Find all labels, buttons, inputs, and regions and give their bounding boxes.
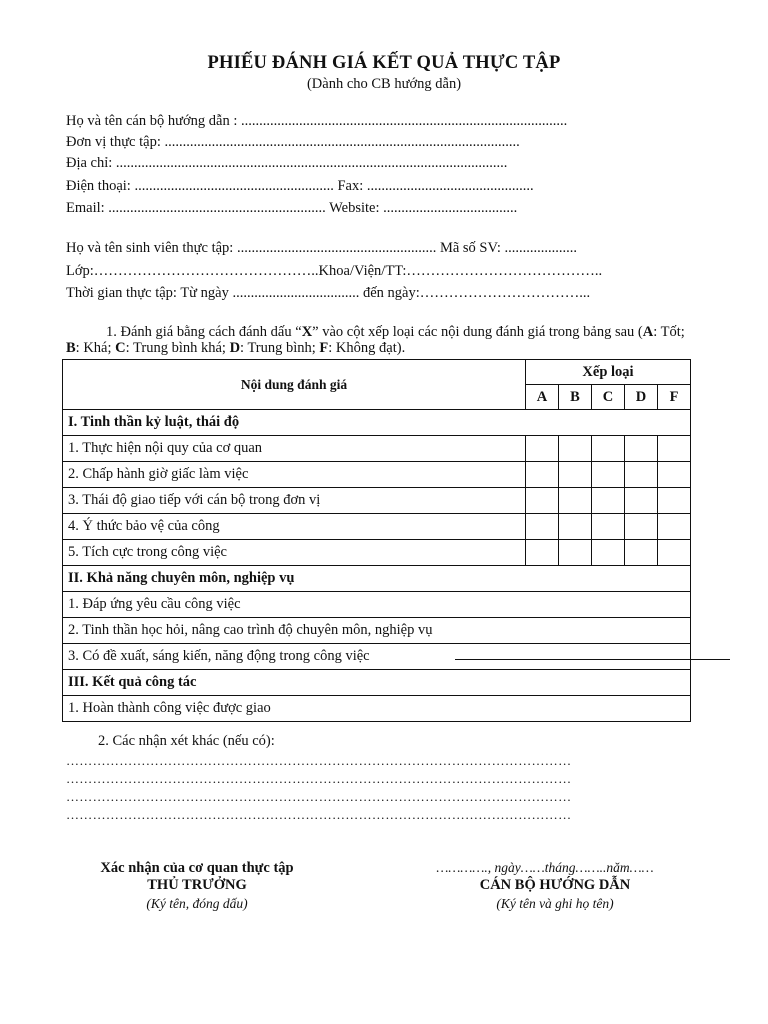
page-subtitle: (Dành cho CB hướng dẫn) — [306, 76, 462, 92]
criterion-label: 1. Đáp ứng yêu cầu công việc — [63, 592, 691, 618]
section-heading: I. Tinh thần kỷ luật, thái độ — [63, 410, 691, 436]
table-row — [63, 436, 691, 462]
grade-header-b: B — [559, 385, 592, 410]
instruction-text: 1. Đánh giá bằng cách đánh dấu “X” vào cột xếp loại các nội dung đánh giá trong bảng sau (A: Tốt; B: Khá; C: Trung bình khá; D: Trung bình; F: Không đạt). — [66, 324, 685, 356]
criterion-label: 1. Hoàn thành công việc được giao — [63, 696, 691, 722]
grade-cell[interactable] — [526, 488, 559, 514]
criterion-label: 2. Tinh thần học hỏi, nâng cao trình độ chuyên môn, nghiệp vụ — [63, 618, 691, 644]
table-row — [63, 618, 691, 644]
stray-line — [455, 659, 730, 660]
grade-column-header: Xếp loại — [526, 360, 691, 385]
comment-line[interactable]: …………………………………………………………………………………………………… — [66, 789, 572, 804]
email-website-field[interactable]: Email: ............................................................ Website: ..................................... — [66, 200, 518, 216]
comment-line[interactable]: …………………………………………………………………………………………………… — [66, 807, 572, 822]
content-column-header: Nội dung đánh giá — [63, 360, 526, 410]
table-row — [63, 696, 691, 722]
page-title: PHIẾU ĐÁNH GIÁ KẾT QUẢ THỰC TẬP — [207, 53, 561, 73]
grade-cell[interactable] — [592, 514, 625, 540]
criterion-label: 2. Chấp hành giờ giấc làm việc — [63, 462, 526, 488]
grade-cell[interactable] — [592, 436, 625, 462]
head-sign-note: (Ký tên, đóng dấu) — [146, 896, 248, 911]
comments-label: 2. Các nhận xét khác (nếu có): — [98, 733, 275, 749]
comment-line[interactable]: …………………………………………………………………………………………………… — [66, 771, 572, 786]
supervisor-sign-note: (Ký tên và ghi họ tên) — [496, 896, 614, 911]
grade-cell[interactable] — [592, 488, 625, 514]
table-row — [63, 592, 691, 618]
evaluation-table — [62, 359, 691, 722]
class-faculty-field[interactable]: Lớp:………………………………………..Khoa/Viện/TT:………………………………….. — [66, 263, 603, 279]
table-row — [63, 540, 691, 566]
grade-cell[interactable] — [526, 540, 559, 566]
criterion-label: 1. Thực hiện nội quy của cơ quan — [63, 436, 526, 462]
comment-line[interactable]: …………………………………………………………………………………………………… — [66, 753, 572, 768]
address-field[interactable]: Địa chỉ: ............................................................................................................ — [66, 155, 508, 171]
grade-cell[interactable] — [526, 436, 559, 462]
student-name-id-field[interactable]: Họ và tên sinh viên thực tập: ....................................................... Mã số SV: .................... — [66, 240, 578, 256]
grade-header-a: A — [526, 385, 559, 410]
grade-cell[interactable] — [559, 436, 592, 462]
grade-cell[interactable] — [559, 540, 592, 566]
supervisor-name-field[interactable]: Họ và tên cán bộ hướng dẫn : .......................................................................................... — [66, 113, 568, 129]
table-row — [63, 462, 691, 488]
internship-period-field[interactable]: Thời gian thực tập: Từ ngày ................................... đến ngày:……………………………... — [66, 285, 591, 301]
grade-cell[interactable] — [625, 514, 658, 540]
criterion-label: 5. Tích cực trong công việc — [63, 540, 526, 566]
head-title: THỦ TRƯỞNG — [147, 877, 247, 893]
grade-cell[interactable] — [526, 514, 559, 540]
grade-cell[interactable] — [559, 514, 592, 540]
date-line[interactable]: …………., ngày……tháng……..năm…… — [436, 860, 654, 875]
grade-cell[interactable] — [658, 514, 691, 540]
org-confirmation-label: Xác nhận của cơ quan thực tập — [100, 860, 294, 876]
grade-cell[interactable] — [625, 540, 658, 566]
table-row — [63, 644, 691, 670]
grade-cell[interactable] — [625, 436, 658, 462]
section-heading: II. Khả năng chuyên môn, nghiệp vụ — [63, 566, 691, 592]
internship-unit-field[interactable]: Đơn vị thực tập: .................................................................................................. — [66, 134, 520, 150]
supervisor-title: CÁN BỘ HƯỚNG DẪN — [479, 877, 631, 893]
grade-cell[interactable] — [559, 462, 592, 488]
grade-cell[interactable] — [658, 540, 691, 566]
grade-header-f: F — [658, 385, 691, 410]
section-heading: III. Kết quả công tác — [63, 670, 691, 696]
table-row — [63, 488, 691, 514]
phone-fax-field[interactable]: Điện thoại: ....................................................... Fax: .............................................. — [66, 178, 534, 194]
criterion-label: 3. Có đề xuất, sáng kiến, năng động trong công việc — [63, 644, 691, 670]
criterion-label: 4. Ý thức bảo vệ của công — [63, 514, 526, 540]
grade-header-d: D — [625, 385, 658, 410]
grade-cell[interactable] — [658, 462, 691, 488]
grade-cell[interactable] — [658, 436, 691, 462]
grade-cell[interactable] — [592, 540, 625, 566]
grade-cell[interactable] — [625, 488, 658, 514]
criterion-label: 3. Thái độ giao tiếp với cán bộ trong đơn vị — [63, 488, 526, 514]
grade-cell[interactable] — [658, 488, 691, 514]
grade-cell[interactable] — [592, 462, 625, 488]
grade-cell[interactable] — [625, 462, 658, 488]
grade-cell[interactable] — [526, 462, 559, 488]
grade-cell[interactable] — [559, 488, 592, 514]
grade-header-c: C — [592, 385, 625, 410]
table-row — [63, 514, 691, 540]
